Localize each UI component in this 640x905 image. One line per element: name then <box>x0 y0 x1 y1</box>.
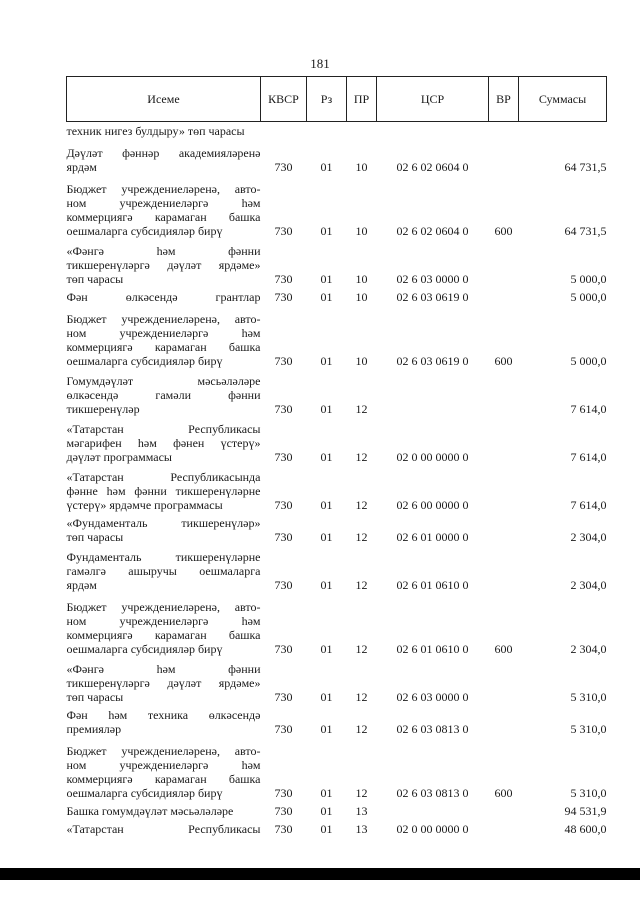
cell-sum: 2 304,0 <box>570 529 607 544</box>
cell-csr: 02 6 01 0000 0 <box>396 529 469 544</box>
table-header-row <box>67 77 607 122</box>
name-line: «Фундаменталь тикшеренүләр» <box>66 515 261 530</box>
name-line: үстерү» ярдәмче программасы <box>66 497 223 512</box>
cell-vr <box>489 544 519 592</box>
cell-rz: 01 <box>320 497 333 512</box>
table-row <box>67 304 607 368</box>
column-header-kvsr: КВСР <box>261 77 307 122</box>
name-line: Фән һәм техника өлкәсендә <box>66 707 261 722</box>
cell-vr <box>489 656 519 704</box>
cell-vr: 600 <box>494 353 513 368</box>
cell-sum: 64 731,5 <box>564 159 607 174</box>
cell-vr <box>489 138 519 174</box>
name-line: «Фәнгә һәм фәнни <box>66 661 261 676</box>
cell-sum <box>519 122 607 138</box>
cell-csr: 02 6 01 0610 0 <box>396 641 469 656</box>
cell-sum: 7 614,0 <box>570 449 607 464</box>
cell-pr: 12 <box>355 497 368 512</box>
table-row <box>67 544 607 592</box>
cell-pr: 12 <box>355 449 368 464</box>
cell-sum: 94 531,9 <box>564 803 607 818</box>
cell-sum: 5 000,0 <box>570 289 607 304</box>
cell-name <box>67 238 261 286</box>
cell-rz: 01 <box>320 223 333 238</box>
table-row <box>67 138 607 174</box>
name-line: ярдәм <box>66 159 97 174</box>
name-line: фәнне һәм фәнни тикшеренүләрне <box>66 483 261 498</box>
cell-kvsr: 730 <box>274 529 293 544</box>
name-line: Бюджет учреждениеләренә, авто- <box>66 743 261 758</box>
cell-sum: 7 614,0 <box>570 401 607 416</box>
cell-vr <box>489 800 519 818</box>
cell-kvsr: 730 <box>274 223 293 238</box>
cell-sum: 5 310,0 <box>570 785 607 800</box>
table-row <box>67 818 607 836</box>
name-line: Башка гомумдәүләт мәсьәләләре <box>66 803 234 818</box>
cell-kvsr: 730 <box>274 785 293 800</box>
cell-rz: 01 <box>320 641 333 656</box>
table-row <box>67 368 607 416</box>
name-line: оешмаларга субсидияләр бирү <box>66 641 223 656</box>
cell-sum: 2 304,0 <box>570 577 607 592</box>
cell-pr: 10 <box>355 271 368 286</box>
cell-kvsr: 730 <box>274 449 293 464</box>
cell-csr: 02 6 03 0813 0 <box>396 785 469 800</box>
name-line: төп чарасы <box>66 529 124 544</box>
cell-sum: 5 310,0 <box>570 721 607 736</box>
cell-name <box>67 304 261 368</box>
name-line: оешмаларга субсидияләр бирү <box>66 353 223 368</box>
name-line: Дәүләт фәннәр академияләренә <box>66 145 261 160</box>
cell-name <box>67 818 261 836</box>
name-line: төп чарасы <box>66 271 124 286</box>
name-line: ном учреждениеләргә һәм <box>66 325 261 340</box>
table-row <box>67 174 607 238</box>
cell-csr <box>377 800 489 818</box>
cell-kvsr <box>261 122 307 138</box>
cell-sum: 5 310,0 <box>570 689 607 704</box>
column-header-sum: Суммасы <box>519 77 607 122</box>
cell-vr <box>489 286 519 304</box>
cell-name <box>67 800 261 818</box>
cell-name <box>67 656 261 704</box>
cell-pr: 13 <box>355 803 368 818</box>
page-number: 181 <box>310 56 330 71</box>
cell-name <box>67 736 261 800</box>
cell-vr <box>489 512 519 544</box>
column-header-vr: ВР <box>489 77 519 122</box>
cell-rz: 01 <box>320 529 333 544</box>
budget-table <box>66 76 607 836</box>
cell-csr: 02 6 03 0000 0 <box>396 271 469 286</box>
name-line: Фән өлкәсендә грантлар <box>66 289 261 304</box>
cell-rz: 01 <box>320 803 333 818</box>
name-line: «Татарстан Республикасында <box>66 469 261 484</box>
table-row <box>67 704 607 736</box>
cell-kvsr: 730 <box>274 271 293 286</box>
cell-sum: 5 000,0 <box>570 271 607 286</box>
cell-vr: 600 <box>494 641 513 656</box>
name-line: Фундаменталь тикшеренүләрне <box>66 549 261 564</box>
table-row <box>67 464 607 512</box>
cell-vr <box>489 464 519 512</box>
name-line: тикшеренүләргә дәүләт ярдәме» <box>66 675 261 690</box>
table-row <box>67 592 607 656</box>
cell-name <box>67 368 261 416</box>
cell-csr: 02 6 02 0604 0 <box>396 223 469 238</box>
cell-vr: 600 <box>494 223 513 238</box>
cell-csr: 02 6 03 0000 0 <box>396 689 469 704</box>
cell-csr: 02 6 01 0610 0 <box>396 577 469 592</box>
cell-pr: 12 <box>355 577 368 592</box>
name-line: төп чарасы <box>66 689 124 704</box>
cell-sum: 7 614,0 <box>570 497 607 512</box>
cell-csr: 02 6 02 0604 0 <box>396 159 469 174</box>
name-line: ном учреждениеләргә һәм <box>66 195 261 210</box>
cell-name <box>67 416 261 464</box>
cell-pr: 12 <box>355 785 368 800</box>
table-body <box>67 122 607 836</box>
name-line: оешмаларга субсидияләр бирү <box>66 785 223 800</box>
cell-pr: 12 <box>355 401 368 416</box>
cell-csr: 02 6 03 0619 0 <box>396 353 469 368</box>
cell-vr <box>489 416 519 464</box>
name-line: Гомумдәүләт мәсьәләләре <box>66 373 261 388</box>
cell-name <box>67 138 261 174</box>
cell-csr: 02 0 00 0000 0 <box>396 449 469 464</box>
name-line: дәүләт программасы <box>66 449 172 464</box>
cell-rz: 01 <box>320 271 333 286</box>
cell-name <box>67 544 261 592</box>
name-line: ярдәм <box>66 577 97 592</box>
cell-rz: 01 <box>320 721 333 736</box>
cell-kvsr: 730 <box>274 721 293 736</box>
cell-sum: 64 731,5 <box>564 223 607 238</box>
name-line: коммерциягә карамаган башка <box>66 339 261 354</box>
name-line: тикшеренүләргә дәүләт ярдәме» <box>66 257 261 272</box>
cell-name <box>67 464 261 512</box>
cell-sum: 2 304,0 <box>570 641 607 656</box>
cell-kvsr: 730 <box>274 821 293 836</box>
cell-kvsr: 730 <box>274 641 293 656</box>
column-header-csr: ЦСР <box>377 77 489 122</box>
name-line: Бюджет учреждениеләренә, авто- <box>66 181 261 196</box>
cell-csr: 02 0 00 0000 0 <box>396 821 469 836</box>
cell-pr: 10 <box>355 159 368 174</box>
column-header-rz: Рз <box>307 77 347 122</box>
name-line: коммерциягә карамаган башка <box>66 209 261 224</box>
cell-pr: 12 <box>355 689 368 704</box>
name-line: ном учреждениеләргә һәм <box>66 757 261 772</box>
name-line: премияләр <box>66 721 122 736</box>
cell-kvsr: 730 <box>274 353 293 368</box>
name-line: коммерциягә карамаган башка <box>66 627 261 642</box>
cell-rz: 01 <box>320 821 333 836</box>
name-line: Бюджет учреждениеләренә, авто- <box>66 311 261 326</box>
cell-name <box>67 512 261 544</box>
cell-kvsr: 730 <box>274 689 293 704</box>
cell-kvsr: 730 <box>274 577 293 592</box>
cell-rz: 01 <box>320 401 333 416</box>
cell-csr <box>377 122 489 138</box>
table-row <box>67 416 607 464</box>
cell-name <box>67 122 261 138</box>
cell-vr: 600 <box>494 785 513 800</box>
cell-pr: 12 <box>355 721 368 736</box>
cell-rz: 01 <box>320 577 333 592</box>
cell-pr: 10 <box>355 289 368 304</box>
cell-kvsr: 730 <box>274 497 293 512</box>
name-line: коммерциягә карамаган башка <box>66 771 261 786</box>
cell-vr <box>489 368 519 416</box>
cell-vr <box>489 238 519 286</box>
cell-pr <box>347 122 377 138</box>
cell-name <box>67 592 261 656</box>
cell-vr <box>489 818 519 836</box>
name-line: техник нигез булдыру» төп чарасы <box>66 123 245 138</box>
table-row <box>67 736 607 800</box>
table-row <box>67 800 607 818</box>
cell-rz: 01 <box>320 689 333 704</box>
name-line: ном учреждениеләргә һәм <box>66 613 261 628</box>
cell-rz: 01 <box>320 785 333 800</box>
cell-csr: 02 6 03 0619 0 <box>396 289 469 304</box>
cell-kvsr: 730 <box>274 803 293 818</box>
column-header-pr: ПР <box>347 77 377 122</box>
cell-rz: 01 <box>320 159 333 174</box>
name-line: «Татарстан Республикасы <box>66 821 261 836</box>
cell-csr: 02 6 03 0813 0 <box>396 721 469 736</box>
cell-pr: 12 <box>355 529 368 544</box>
table-row <box>67 238 607 286</box>
cell-name <box>67 704 261 736</box>
cell-sum: 48 600,0 <box>564 821 607 836</box>
cell-kvsr: 730 <box>274 289 293 304</box>
table-row <box>67 286 607 304</box>
cell-name <box>67 174 261 238</box>
cell-rz: 01 <box>320 289 333 304</box>
scan-bottom-edge <box>0 868 640 880</box>
cell-sum: 5 000,0 <box>570 353 607 368</box>
name-line: «Фәнгә һәм фәнни <box>66 243 261 258</box>
table-row <box>67 512 607 544</box>
name-line: мәгарифен һәм фәнен үстерү» <box>66 435 261 450</box>
name-line: өлкәсендә гамәли фәнни <box>66 387 261 402</box>
name-line: Бюджет учреждениеләренә, авто- <box>66 599 261 614</box>
cell-rz: 01 <box>320 353 333 368</box>
column-header-name: Исеме <box>67 77 261 122</box>
cell-vr <box>489 122 519 138</box>
cell-name <box>67 286 261 304</box>
cell-csr: 02 6 00 0000 0 <box>396 497 469 512</box>
cell-pr: 10 <box>355 223 368 238</box>
table-row <box>67 656 607 704</box>
cell-rz: 01 <box>320 449 333 464</box>
cell-csr <box>377 368 489 416</box>
cell-vr <box>489 704 519 736</box>
table-row <box>67 122 607 138</box>
cell-pr: 12 <box>355 641 368 656</box>
name-line: тикшеренүләр <box>66 401 140 416</box>
cell-kvsr: 730 <box>274 159 293 174</box>
name-line: гамәлгә ашыручы оешмаларга <box>66 563 261 578</box>
name-line: оешмаларга субсидияләр бирү <box>66 223 223 238</box>
cell-rz <box>307 122 347 138</box>
name-line: «Татарстан Республикасы <box>66 421 261 436</box>
cell-pr: 10 <box>355 353 368 368</box>
cell-pr: 13 <box>355 821 368 836</box>
cell-kvsr: 730 <box>274 401 293 416</box>
